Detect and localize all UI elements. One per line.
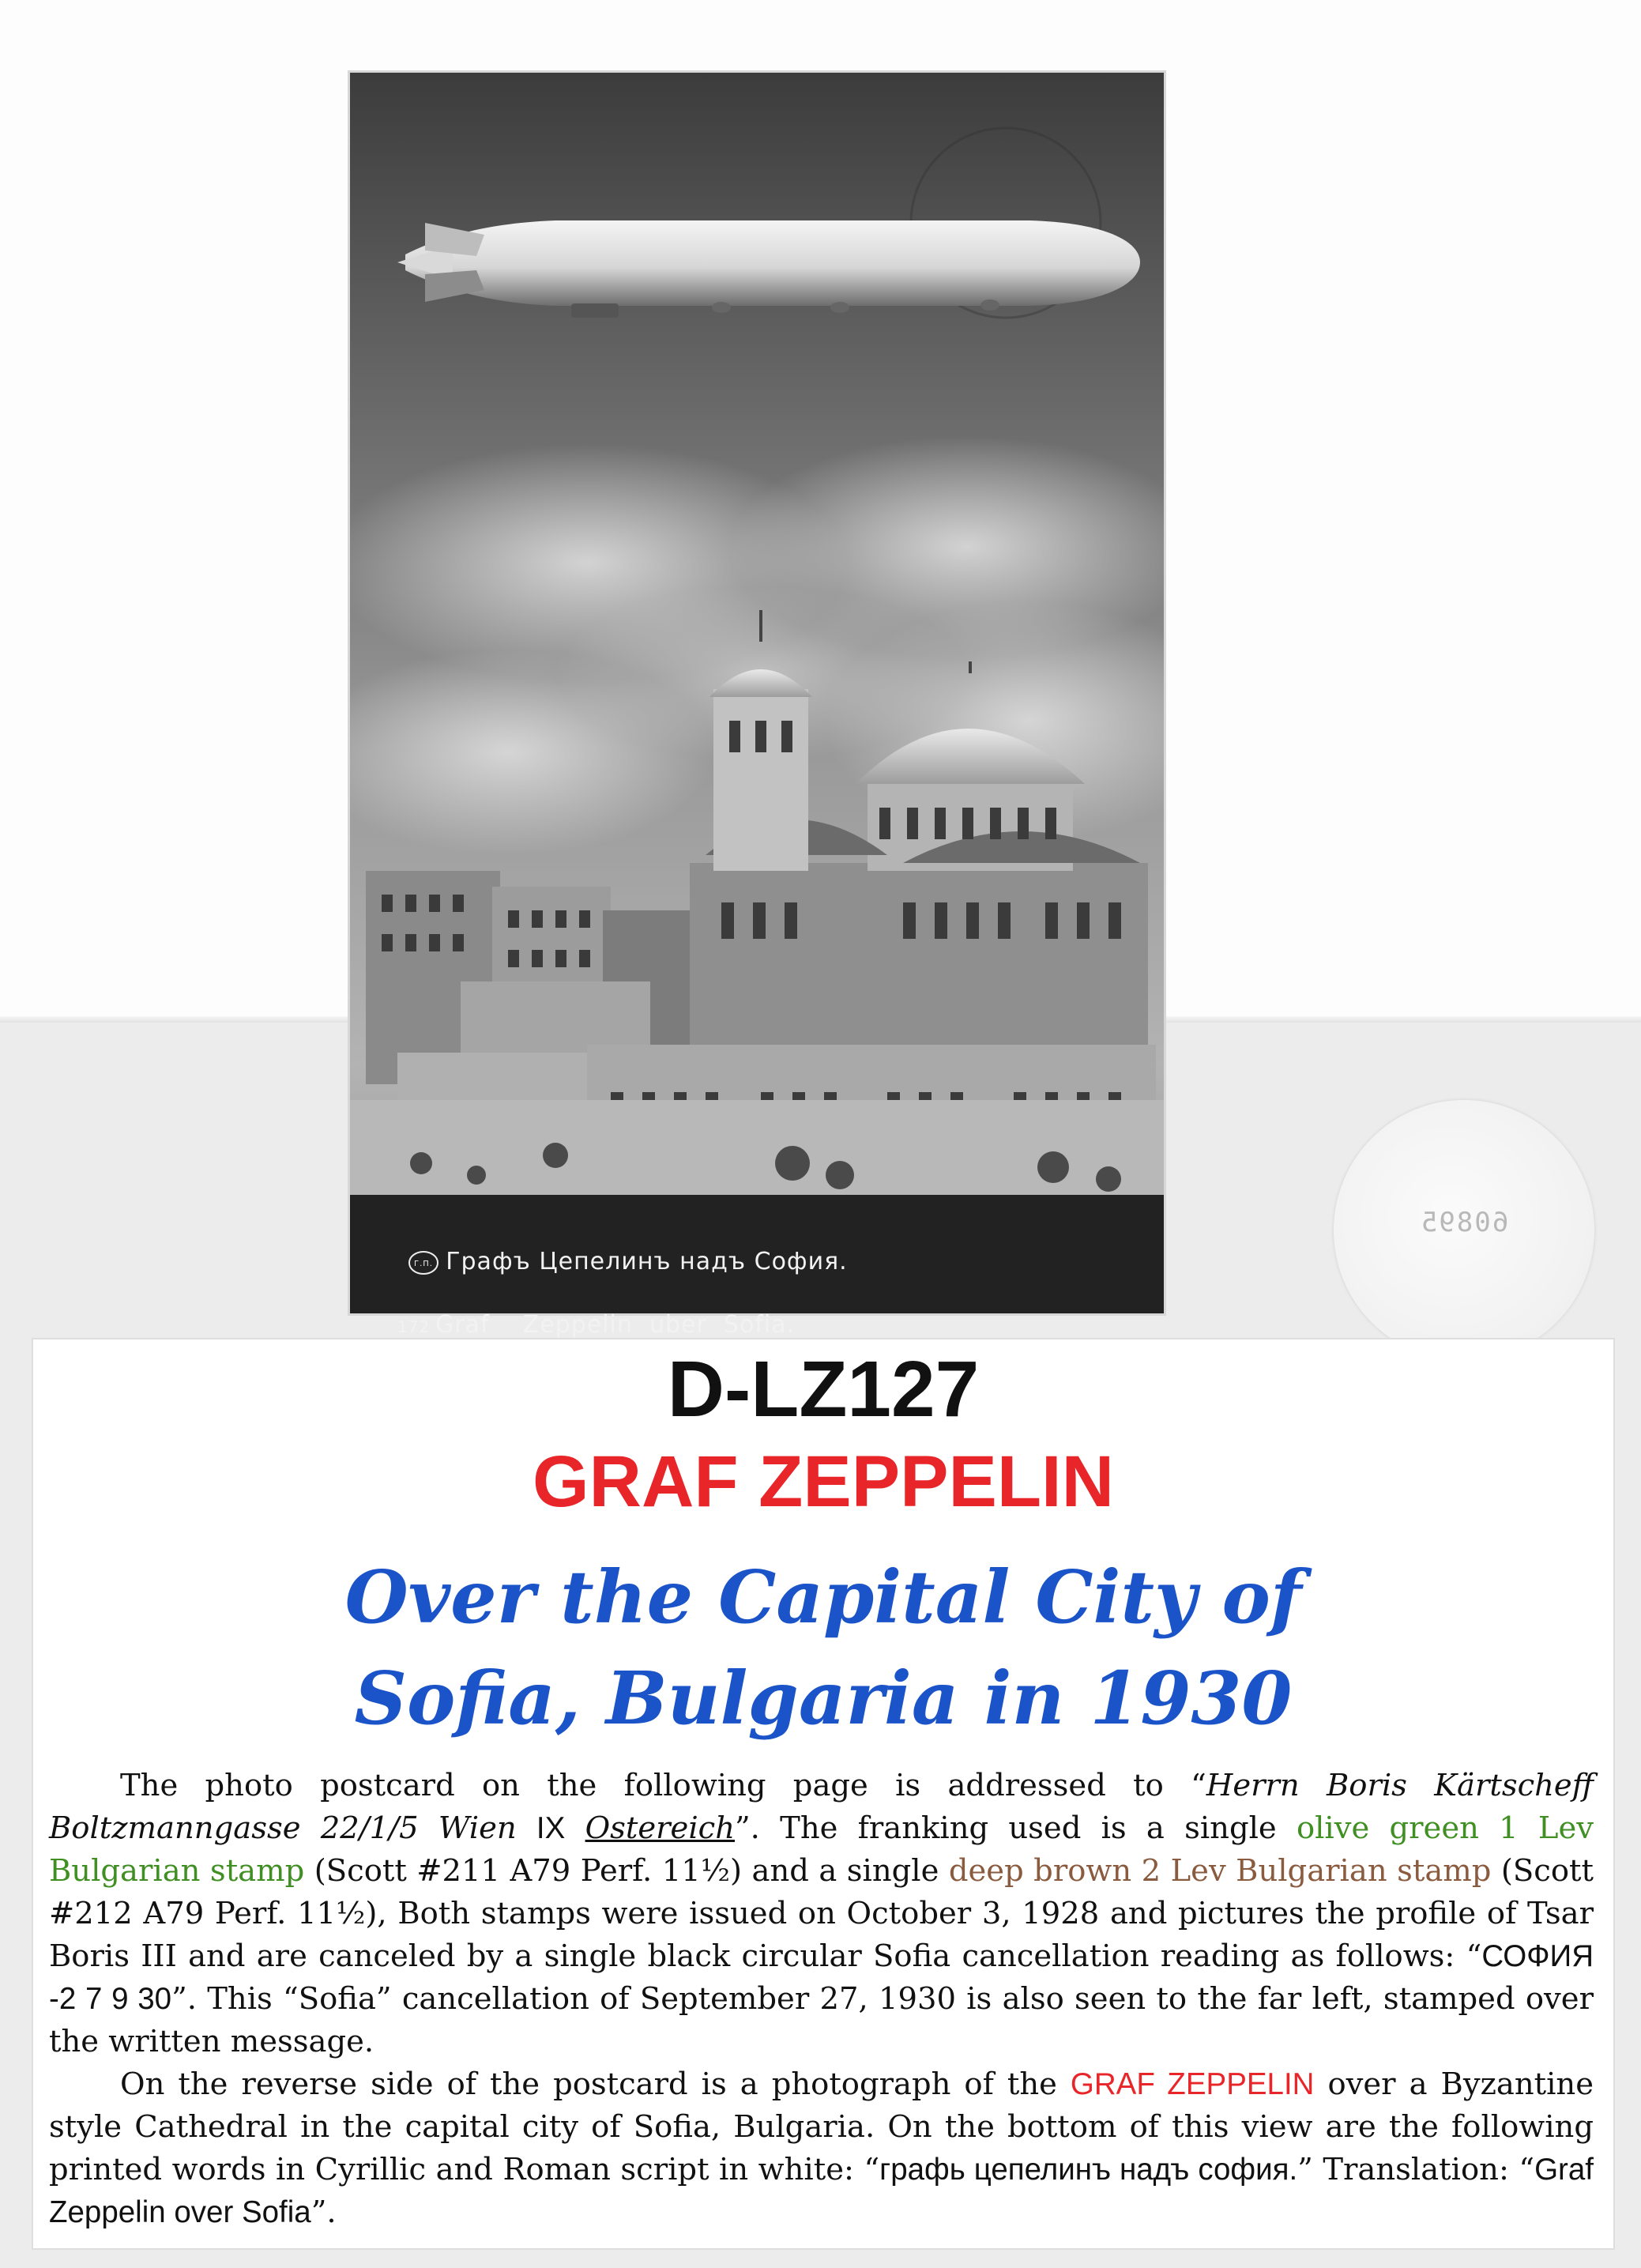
subtitle-line-2: Sofia, Bulgaria in 1930 [354, 1656, 1293, 1741]
p2-text-4: ”. [311, 2195, 337, 2230]
subtitle-line-1: Over the Capital City of [344, 1554, 1302, 1640]
p1-text-4: (Scott #212 A79 Perf. 11½), Both stamps were issued on October 3, 1928 and pictures the profile of Tsar Boris III and are canceled by a single black circular Sofia cancellation reading as follows: “ [49, 1853, 1594, 1974]
caption-roman: Graf Zeppelin uber Sofia. [435, 1311, 796, 1339]
p2-text-3: ” Translation: “ [1297, 2152, 1535, 2187]
p1-brown-stamp: deep brown 2 Lev Bulgarian stamp [948, 1853, 1492, 1889]
publisher-logo-text: Г.П. [414, 1259, 434, 1268]
paragraph-1 [49, 1765, 1594, 2063]
p1-cancellation: СОФИЯ -2 7 9 30 [49, 1939, 1594, 2016]
p1-green-stamp: olive green 1 Lev Bulgarian stamp [49, 1810, 1594, 1889]
p2-translation: Graf Zeppelin over Sofia [49, 2153, 1594, 2229]
description-card [33, 1339, 1613, 2248]
photo-postcard [350, 73, 1164, 1339]
p2-cyrillic-caption: графь цепелинъ надъ софия. [879, 2153, 1298, 2187]
registration-heading: D-LZ127 [667, 1345, 980, 1434]
p2-text-2: over a Byzantine style Cathedral in the capital city of Sofia, Bulgaria. On the bottom of this view are the following printed words in Cyrillic and Roman script in white: “ [49, 2066, 1594, 2187]
p1-country: Ostereich [585, 1810, 735, 1846]
p1-text-3: (Scott #211 A79 Perf. 11½) and a single [304, 1853, 949, 1889]
p2-airship-name: GRAF ZEPPELIN [1070, 2067, 1315, 2101]
inventory-sticker [1334, 1100, 1594, 1361]
p1-text-2: ”. The franking used is a single [735, 1810, 1297, 1846]
airship-name-heading: GRAF ZEPPELIN [532, 1441, 1115, 1522]
p1-address: Herrn Boris Kärtscheff Boltzmanngasse 22/1/5 Wien [49, 1768, 1594, 1846]
caption-cyrillic: Графъ Цепелинъ надъ София. [446, 1248, 848, 1275]
p2-text-1: On the reverse side of the postcard is a photograph of the [120, 2066, 1071, 2102]
p1-text-5: ”. This “Sofia” cancellation of September 27, 1930 is also seen to the far left, stamped over the written message. [49, 1981, 1594, 2059]
postcard-photo [350, 73, 1164, 1313]
caption-card-number: 172 [397, 1317, 431, 1336]
subtitle-heading [33, 1547, 1613, 1749]
p1-text-1: The photo postcard on the following page is addressed to “ [120, 1768, 1206, 1803]
sticker-number: 60895 [1419, 1207, 1509, 1238]
description-body [49, 1765, 1594, 2234]
p1-district: IX [536, 1811, 566, 1845]
postcard-caption [397, 1215, 1140, 1343]
paragraph-2 [49, 2063, 1594, 2234]
publisher-logo [408, 1250, 439, 1275]
